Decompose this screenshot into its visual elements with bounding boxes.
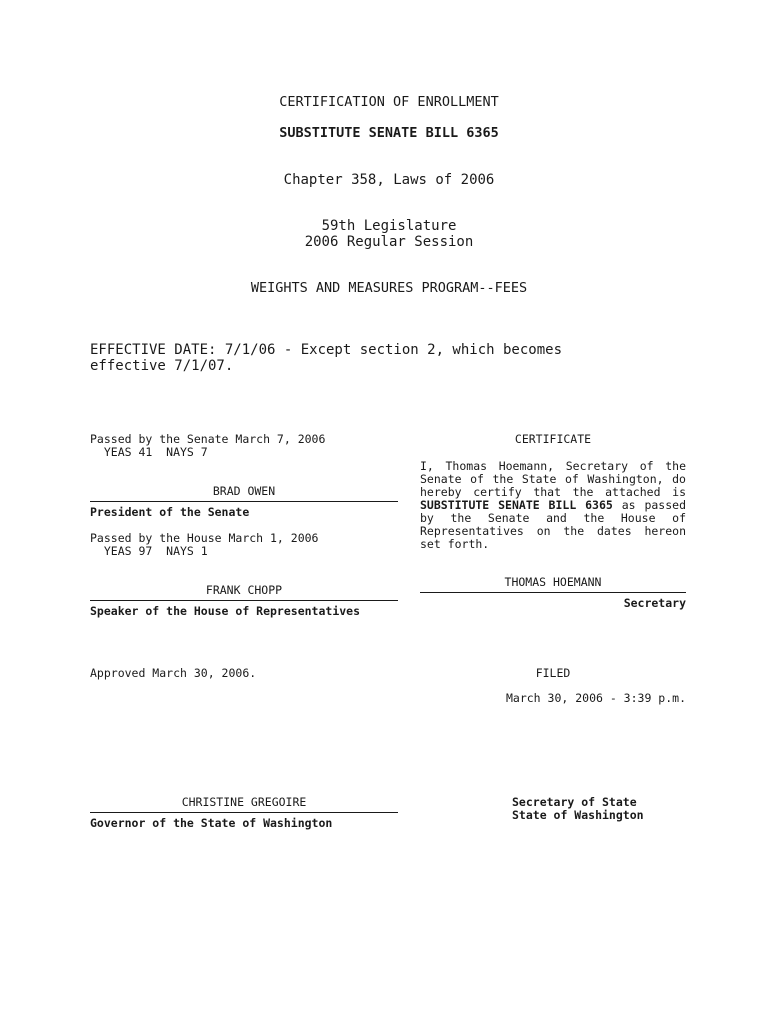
filed-datetime: March 30, 2006 - 3:39 p.m. <box>505 691 686 705</box>
secretary-of-state-line-1: Secretary of State <box>512 795 637 809</box>
house-signer: FRANK CHOPP <box>205 583 283 597</box>
senate-signature-line <box>90 501 398 502</box>
house-signer-title: Speaker of the House of Representatives <box>90 604 361 618</box>
senate-signer-title: President of the Senate <box>90 505 250 519</box>
certificate-text-after: as passed by the Senate and the House of Representatives on the dates hereon set forth. <box>420 498 686 551</box>
legislature-line: 59th Legislature <box>321 218 457 234</box>
certificate-signature-line <box>420 592 686 593</box>
effective-date-line-1: EFFECTIVE DATE: 7/1/06 - Except section 2, which becomes <box>90 342 563 358</box>
certificate-heading: CERTIFICATE <box>514 432 592 446</box>
session-line: 2006 Regular Session <box>304 234 474 250</box>
bill-title: SUBSTITUTE SENATE BILL 6365 <box>279 125 499 141</box>
house-votes: YEAS 97 NAYS 1 <box>90 544 208 558</box>
filed-heading: FILED <box>535 666 571 680</box>
senate-passed: Passed by the Senate March 7, 2006 <box>90 432 326 446</box>
certification-title: CERTIFICATION OF ENROLLMENT <box>279 94 499 110</box>
certificate-text-bold: SUBSTITUTE SENATE BILL 6365 <box>420 498 613 512</box>
governor-signature-line <box>90 812 398 813</box>
certificate-signer: THOMAS HOEMANN <box>504 575 602 589</box>
certificate-signer-title: Secretary <box>623 596 686 610</box>
secretary-of-state-line-2: State of Washington <box>512 808 644 822</box>
governor-signer: CHRISTINE GREGOIRE <box>181 795 307 809</box>
senate-signer: BRAD OWEN <box>212 484 276 498</box>
subject-line: WEIGHTS AND MEASURES PROGRAM--FEES <box>250 280 528 296</box>
house-passed: Passed by the House March 1, 2006 <box>90 531 319 545</box>
effective-date-line-2: effective 7/1/07. <box>90 358 234 374</box>
approved-date: Approved March 30, 2006. <box>90 666 257 680</box>
senate-votes: YEAS 41 NAYS 7 <box>90 445 208 459</box>
governor-title: Governor of the State of Washington <box>90 816 333 830</box>
chapter-line: Chapter 358, Laws of 2006 <box>283 172 495 188</box>
certificate-text <box>420 460 686 551</box>
effective-date <box>90 342 650 374</box>
house-signature-line <box>90 600 398 601</box>
certificate-text-before: I, Thomas Hoemann, Secretary of the Senate of the State of Washington, do hereby certify that the attached is <box>420 459 686 499</box>
